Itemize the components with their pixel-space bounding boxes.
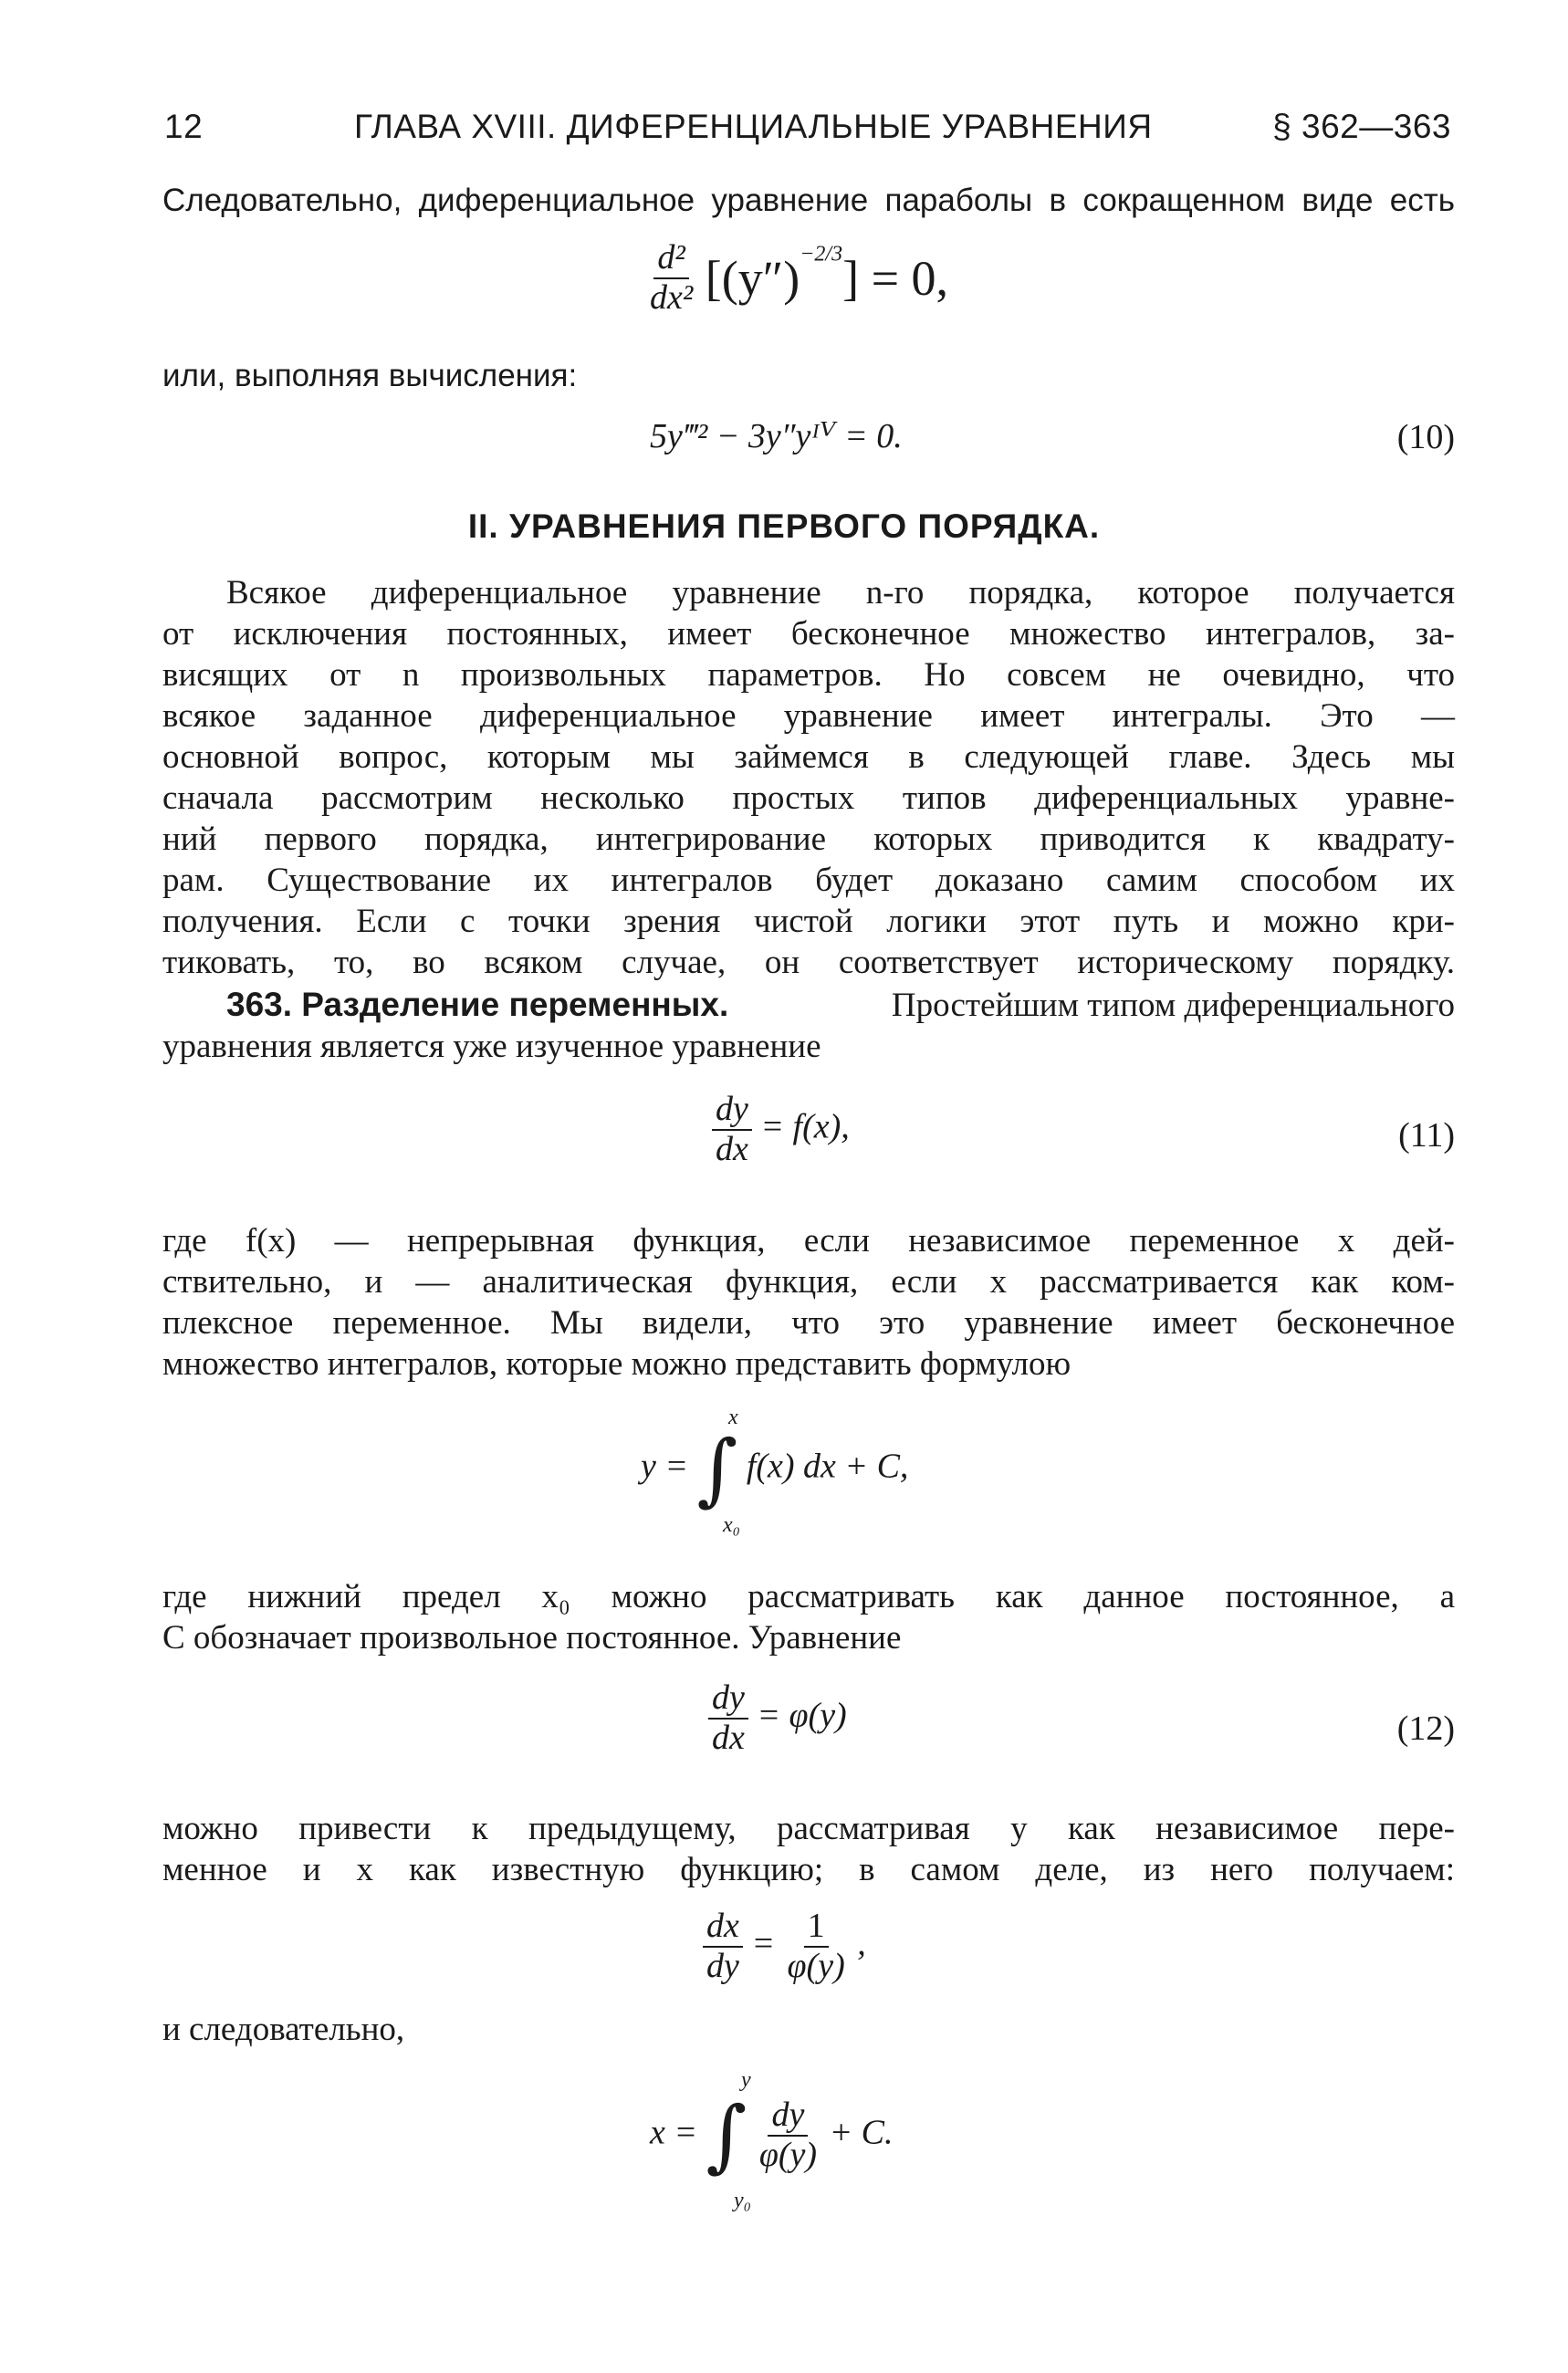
paragraph3-line: C обозначает произвольное постоянное. Уравнение <box>162 1619 902 1657</box>
paragraph2-line: ствительно, и — аналитическая функция, если x рассматривается как ком- <box>162 1263 1455 1301</box>
fraction-denominator: φ(y) <box>758 2136 818 2174</box>
page-number: 12 <box>164 108 204 145</box>
paragraph1-line: сначала рассмотрим несколько простых типов диференциальных уравне- <box>162 779 1455 817</box>
equation-11 <box>712 1091 850 1169</box>
paragraph2-line: плексное переменное. Мы видели, что это уравнение имеет бесконечное <box>162 1304 1455 1342</box>
fraction-numerator: dy <box>768 2096 808 2137</box>
paragraph1-line: получения. Если с точки зрения чистой логики этот путь и можно кри- <box>162 903 1455 940</box>
integral-1-upper-limit: x <box>728 1406 738 1429</box>
paragraph2-line: множество интегралов, которые можно представить формулою <box>162 1345 1071 1383</box>
fraction-dx-dy <box>703 1908 743 1986</box>
fraction-numerator: 1 <box>804 1908 829 1948</box>
fraction-d2-dx2 <box>646 239 696 318</box>
equation-12-rhs: = φ(y) <box>757 1696 847 1735</box>
integral-2-upper-limit: y <box>741 2068 751 2092</box>
section-363-text: Простейшим типом диференциального <box>891 987 1455 1024</box>
integral-sign-icon: ∫ <box>706 2090 747 2181</box>
paragraph1-line: Всякое диференциальное уравнение n-го порядка, которое получается <box>226 574 1455 612</box>
equation-parabola <box>646 239 948 318</box>
fraction-numerator: d² <box>653 239 688 279</box>
fraction-dy-phi <box>756 2096 821 2175</box>
paragraph1-line: всякое заданное диференциальное уравнение имеет интегралы. Это — <box>162 697 1455 735</box>
equation-dxdy-tail: , <box>857 1924 866 1963</box>
integral-sign-icon: ∫ <box>696 1424 738 1515</box>
integral-1-integrand: f(x) dx + C, <box>746 1447 909 1486</box>
fraction-dy-dx <box>712 1091 752 1169</box>
integral-2-lhs: x = <box>650 2113 698 2152</box>
paragraph1-line: ний первого порядка, интегрирование которых приводится к квадрату- <box>162 821 1455 858</box>
fraction-denominator: dx <box>712 1718 745 1757</box>
fraction-dy-dx-12 <box>708 1679 748 1758</box>
paragraph1-line: основной вопрос, которым мы займемся в следующей главе. Здесь мы <box>162 738 1455 776</box>
paragraph2-line: где f(x) — непрерывная функция, если независимое переменное x дей- <box>162 1222 1455 1260</box>
paragraph1-line: тиковать, то, во всяком случае, он соответствует историческому порядку. <box>162 944 1455 981</box>
integral-2-tail: + C. <box>829 2113 894 2152</box>
equation-integral-1 <box>641 1424 908 1515</box>
equation-number-11: (11) <box>1398 1116 1455 1155</box>
section-heading: II. УРАВНЕНИЯ ПЕРВОГО ПОРЯДКА. <box>467 507 1101 545</box>
intro-line: Следовательно, диференциальное уравнение параболы в сокращенном виде есть <box>162 183 1455 218</box>
integral-1-lhs: y = <box>641 1447 689 1486</box>
equation-integral-2 <box>650 2090 894 2181</box>
section-363-title: 363. Разделение переменных. <box>226 986 729 1023</box>
fraction-1-phi <box>784 1908 849 1986</box>
paragraph1-line: рам. Существование их интегралов будет доказано самим способом их <box>162 862 1455 899</box>
chapter-title: ГЛАВА XVIII. ДИФЕРЕНЦИАЛЬНЫЕ УРАВНЕНИЯ <box>354 108 1153 145</box>
parabola-exponent: −2/3 <box>800 242 843 267</box>
fraction-numerator: dy <box>712 1091 752 1131</box>
fraction-numerator: dx <box>703 1908 743 1948</box>
equation-number-10: (10) <box>1396 418 1455 456</box>
integral-1-lower-limit: x₀ <box>723 1513 740 1537</box>
section-363-line2: уравнения является уже изученное уравнение <box>162 1028 821 1065</box>
section-range: § 362—363 <box>1272 108 1451 145</box>
section-363-line1 <box>226 986 1455 1025</box>
equation-10: 5y‴² − 3y″yᴵⱽ = 0. <box>650 417 903 455</box>
fraction-denominator: dy <box>706 1946 739 1985</box>
fraction-denominator: dx <box>716 1129 748 1168</box>
parabola-body: [(y″) <box>705 250 800 306</box>
paragraph1-line: висящих от n произвольных параметров. Но совсем не очевидно, что <box>162 656 1455 694</box>
paragraph3-line: где нижний предел x₀ можно рассматривать как данное постоянное, а <box>162 1578 1455 1615</box>
and-line: и следовательно, <box>162 2011 405 2048</box>
fraction-denominator: dx² <box>650 277 694 317</box>
fraction-denominator: φ(y) <box>787 1946 845 1985</box>
equation-11-rhs: = f(x), <box>760 1107 850 1146</box>
paragraph4-line: можно привести к предыдущему, рассматривая y как независимое пере- <box>162 1810 1455 1847</box>
equation-dxdy <box>703 1908 866 1986</box>
or-line: или, выполняя вычисления: <box>162 358 578 393</box>
parabola-close: ] = 0, <box>842 250 949 306</box>
paragraph4-line: менное и x как известную функцию; в самом деле, из него получаем: <box>162 1851 1455 1888</box>
paragraph1-line: от исключения постоянных, имеет бесконечное множество интегралов, за- <box>162 615 1455 653</box>
integral-2-lower-limit: y₀ <box>734 2189 751 2212</box>
equation-number-12: (12) <box>1396 1709 1455 1748</box>
equation-12 <box>708 1679 847 1758</box>
fraction-numerator: dy <box>708 1679 748 1720</box>
equation-dxdy-equals: = <box>751 1924 776 1963</box>
